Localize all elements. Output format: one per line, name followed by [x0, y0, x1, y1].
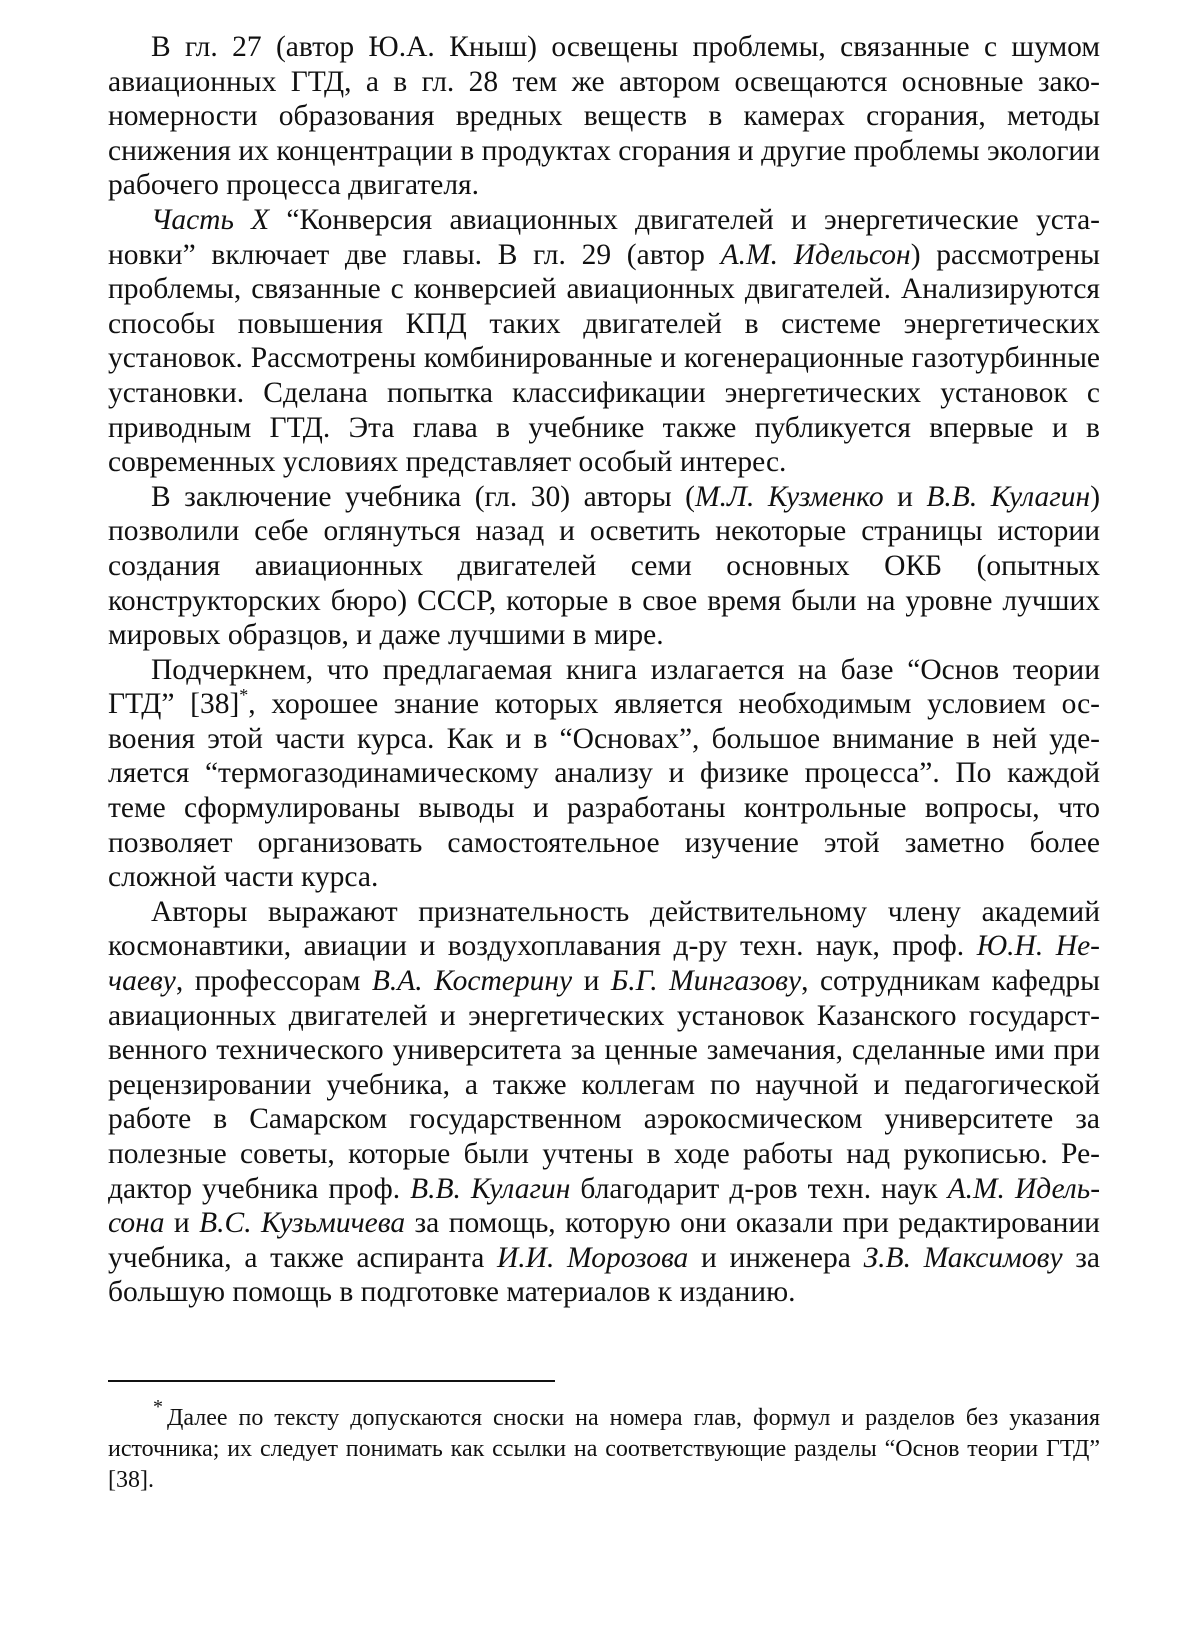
footnote-marker: * — [153, 1396, 163, 1418]
footnote-divider — [108, 1380, 555, 1382]
page-root — [0, 0, 1200, 1642]
italic-name: А.М. Идельсон — [721, 239, 911, 271]
footnote-reference: * — [239, 685, 248, 705]
text-run: В гл. 27 (автор Ю.А. Кныш) освещены проблемы, связанные с шумом авиационных ГТД, а в гл. 28 тем же автором освещаются основные зако­номерности образования вредных веществ в камерах сгорания, методы снижения их концентрации в продуктах сгорания и другие проблемы экологии рабочего процесса двигателя. — [108, 31, 1100, 201]
text-run: и — [572, 965, 611, 997]
main-text — [108, 30, 1100, 1310]
italic-name: Б.Г. Мингазову — [611, 965, 801, 997]
text-run: благодарит д-ров техн. наук — [570, 1173, 947, 1205]
footnote — [108, 1403, 1100, 1496]
text-run: , профессорам — [176, 965, 372, 997]
italic-name: И.И. Морозова — [497, 1242, 688, 1274]
paragraph-p2 — [108, 203, 1100, 480]
text-run: ) рассмотрены проблемы, связанные с конверсией авиационных двигателей. Анализи­руются способы повышения КПД таких двигателей в системе энергети­ческих установок. Рассмотрены комбинированные и когенерационные газотурбинные установки. Сделана попытка классификации энергетиче­ских установок с приводным ГТД. Эта глава в учебнике также публику­ется впервые и в современных условиях представляет особый интерес. — [108, 239, 1100, 479]
italic-name: В.А. Костерину — [372, 965, 572, 997]
text-run: за помощь, которую они оказали при редактировании учебника, а также аспиранта — [108, 1207, 1100, 1274]
text-run: Подчеркнем, что предлагаемая книга излагается на базе “Основ теории ГТД” [38] — [108, 654, 1100, 721]
italic-name: Часть X — [151, 204, 269, 236]
italic-name: М.Л. Кузменко — [695, 481, 884, 513]
text-run: ) позволили себе оглянуться назад и осветить некоторые страницы ис­тории создания авиационных двигателей семи основных ОКБ (опытных конструкторских бюро) СССР, которые в свое время были на уровне лучших мировых образцов, и даже лучшими в мире. — [108, 481, 1100, 651]
text-run: , хорошее знание которых является необходимым условием ос­воения этой части курса. Как и в “Основах”, большое внимание в ней уде­ляется “термогазодинамическому анализу и физике процесса”. По каждой теме сформулированы выводы и разработаны контрольные вопросы, что позволяет организовать самостоятельное изучение этой заметно более сложной части курса. — [108, 688, 1100, 893]
text-run: и инженера — [688, 1242, 863, 1274]
italic-name: В.С. Кузьмичева — [199, 1207, 405, 1239]
italic-name: В.В. Кулагин — [410, 1173, 570, 1205]
italic-name: А.М. Идель­сона — [108, 1173, 1100, 1240]
text-run: и — [165, 1207, 200, 1239]
footnote-text: Далее по тексту допускаются сноски на номера глав, формул и разделов без указания источника; их следует понимать как ссылки на соответствующие разде­лы “Основ теории ГТД” [38]. — [108, 1405, 1100, 1493]
paragraph-p1 — [108, 30, 1100, 203]
text-run: В заключение учебника (гл. 30) авторы ( — [151, 481, 695, 513]
text-run: за большую помощь в подготовке материалов к изданию. — [108, 1242, 1100, 1309]
text-run: и — [884, 481, 927, 513]
italic-name: З.В. Максимову — [864, 1242, 1063, 1274]
text-run: , сотрудникам кафедры авиационных двигателей и энергетических установок Казанского государст­венного технического университета за ценные замечания, сделанные ими при рецензировании учебника, а также коллегам по научной и педагогиче­ской работе в Самарском государственном аэрокосмическом университете за полезные советы, которые были учтены в ходе работы над рукописью. Ре­дактор учебника проф. — [108, 965, 1100, 1205]
paragraph-p3 — [108, 480, 1100, 653]
italic-name: В.В. Кула­гин — [926, 481, 1090, 513]
text-run: “Конверсия авиационных двигателей и энергетические уста­новки” включает две главы. В гл. 29 (автор — [108, 204, 1100, 271]
text-run: Авторы выражают признательность действительному члену академий космонавтики, авиации и воздухоплавания д-ру техн. наук, проф. — [108, 896, 1100, 963]
italic-name: Ю.Н. Не­чаеву — [108, 930, 1100, 997]
paragraph-p5 — [108, 895, 1100, 1310]
paragraph-p4 — [108, 653, 1100, 895]
